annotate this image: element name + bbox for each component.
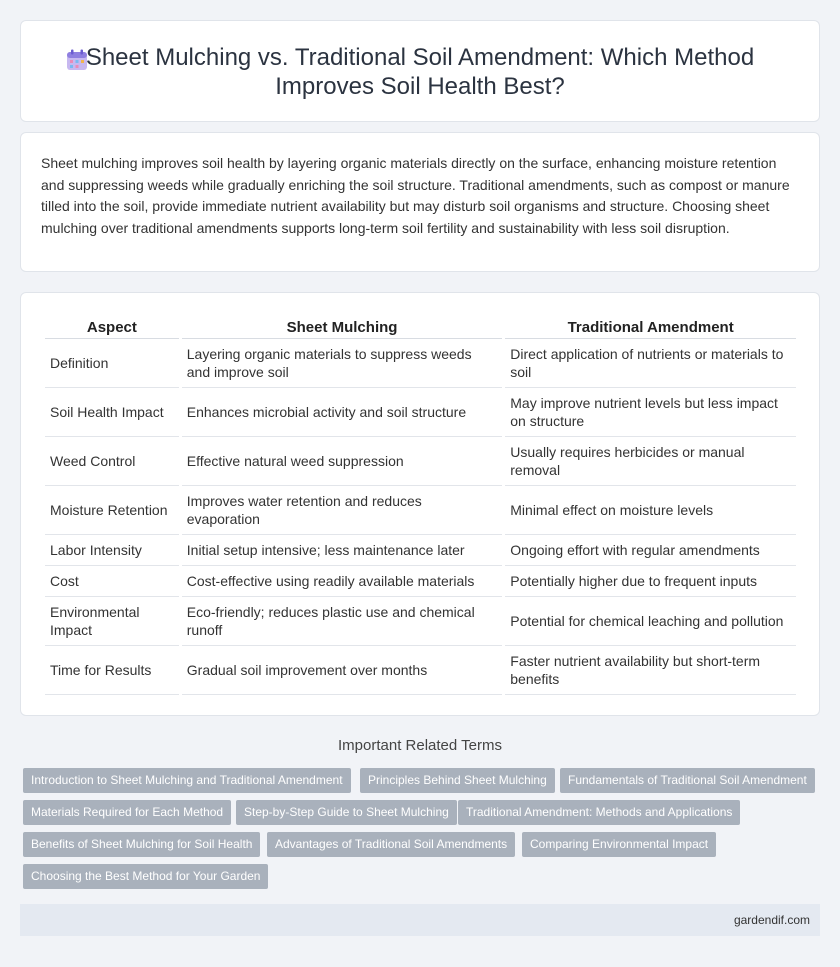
table-row bbox=[45, 388, 796, 437]
related-term-tag[interactable]: Traditional Amendment: Methods and Applications bbox=[458, 800, 740, 825]
column-header: Traditional Amendment bbox=[505, 315, 796, 339]
related-term-tag[interactable]: Principles Behind Sheet Mulching bbox=[360, 768, 555, 793]
page-title: Sheet Mulching vs. Traditional Soil Amendment: Which Method Improves Soil Health Best? bbox=[85, 44, 755, 100]
comparison-table bbox=[42, 315, 799, 695]
site-domain-link[interactable]: gardendif.com bbox=[733, 913, 810, 927]
table-row bbox=[45, 339, 796, 388]
related-term-tag[interactable]: Step-by-Step Guide to Sheet Mulching bbox=[236, 800, 457, 825]
intro-paragraph: Sheet mulching improves soil health by layering organic materials directly on the surface, enhancing moisture retention and suppressing weeds while gradually enriching the soil structure. Traditional amendments, such as compost or manure tilled into the soil, provide immediate nutrient availability but may disturb soil organisms and structure. Choosing sheet mulching over traditional amendments supports long-term soil fertility and sustainability with less soil disruption. bbox=[41, 155, 790, 236]
table-cell: Environmental Impact bbox=[45, 597, 179, 646]
related-term-tag[interactable]: Comparing Environmental Impact bbox=[522, 832, 716, 857]
table-cell: Layering organic materials to suppress weeds and improve soil bbox=[182, 339, 503, 388]
related-term-tag[interactable]: Choosing the Best Method for Your Garden bbox=[23, 864, 268, 889]
column-header: Aspect bbox=[45, 315, 179, 339]
column-header: Sheet Mulching bbox=[182, 315, 503, 339]
related-term-tag[interactable]: Introduction to Sheet Mulching and Traditional Amendment bbox=[23, 768, 351, 793]
footer bbox=[20, 904, 820, 936]
related-term-tag[interactable]: Advantages of Traditional Soil Amendments bbox=[267, 832, 515, 857]
table-cell: Gradual soil improvement over months bbox=[182, 646, 503, 695]
related-term-tag[interactable]: Fundamentals of Traditional Soil Amendment bbox=[560, 768, 815, 793]
related-terms-title: Important Related Terms bbox=[338, 737, 502, 754]
table-cell: Time for Results bbox=[45, 646, 179, 695]
table-cell: Labor Intensity bbox=[45, 535, 179, 566]
table-cell: Potential for chemical leaching and pollution bbox=[505, 597, 796, 646]
table-cell: Soil Health Impact bbox=[45, 388, 179, 437]
table-cell: Direct application of nutrients or materials to soil bbox=[505, 339, 796, 388]
table-cell: Improves water retention and reduces evaporation bbox=[182, 486, 503, 535]
intro-card bbox=[20, 132, 820, 272]
table-cell: Effective natural weed suppression bbox=[182, 437, 503, 486]
related-term-tag[interactable]: Benefits of Sheet Mulching for Soil Health bbox=[23, 832, 260, 857]
table-cell: Cost bbox=[45, 566, 179, 597]
table-cell: Enhances microbial activity and soil structure bbox=[182, 388, 503, 437]
table-cell: Definition bbox=[45, 339, 179, 388]
table-row bbox=[45, 566, 796, 597]
related-term-tag[interactable]: Materials Required for Each Method bbox=[23, 800, 231, 825]
table-cell: Weed Control bbox=[45, 437, 179, 486]
table-cell: Moisture Retention bbox=[45, 486, 179, 535]
title-card bbox=[20, 20, 820, 122]
table-cell: Eco-friendly; reduces plastic use and chemical runoff bbox=[182, 597, 503, 646]
table-row bbox=[45, 646, 796, 695]
comparison-table-card bbox=[20, 292, 820, 716]
table-cell: Initial setup intensive; less maintenance later bbox=[182, 535, 503, 566]
table-cell: Minimal effect on moisture levels bbox=[505, 486, 796, 535]
table-cell: Faster nutrient availability but short-term benefits bbox=[505, 646, 796, 695]
table-cell: Cost-effective using readily available materials bbox=[182, 566, 503, 597]
table-cell: Usually requires herbicides or manual removal bbox=[505, 437, 796, 486]
table-cell: Ongoing effort with regular amendments bbox=[505, 535, 796, 566]
table-cell: May improve nutrient levels but less impact on structure bbox=[505, 388, 796, 437]
table-header-row bbox=[45, 315, 796, 339]
table-row bbox=[45, 535, 796, 566]
table-row bbox=[45, 486, 796, 535]
table-cell: Potentially higher due to frequent inputs bbox=[505, 566, 796, 597]
table-row bbox=[45, 597, 796, 646]
table-row bbox=[45, 437, 796, 486]
